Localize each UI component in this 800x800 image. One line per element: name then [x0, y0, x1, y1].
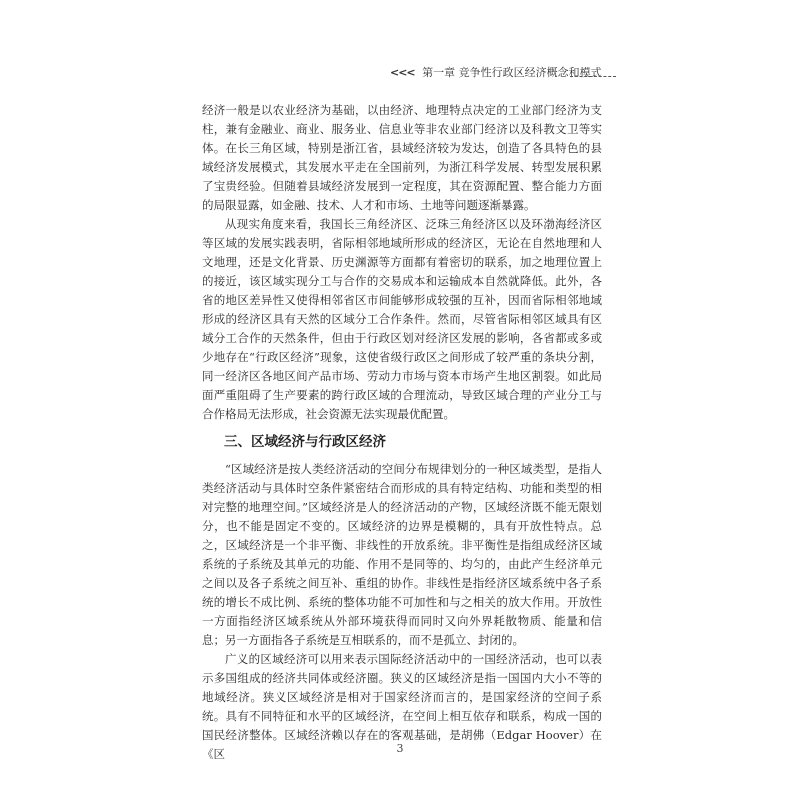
- section-heading: 三、区域经济与行政区经济: [224, 434, 386, 450]
- paragraph: 广义的区域经济可以用来表示国际经济活动中的一国经济活动，也可以表示多国组成的经济共同体或经济圈。狭义的区域经济是指一国国内大小不等的地域经济。狭义区域经济是相对于国家经济而言的，是国家经济的空间子系统。具有不同特征和水平的区域经济，在空间上相互依存和联系，构成一国的国民经济整体。区域经济赖以存在的客观基础，是胡佛（Edgar Hoover）在《区: [202, 652, 602, 761]
- header-arrows-icon: <<<: [390, 66, 415, 79]
- page-body: [202, 101, 602, 764]
- header-chapter-title: 竞争性行政区经济概念和模式: [458, 66, 602, 79]
- paragraph-continued: 经济一般是以农业经济为基础，以由经济、地理特点决定的工业部门经济为支柱，兼有金融业、商业、服务业、信息业等非农业部门经济以及科教文卫等实体。在长三角区域，特别是浙江省，县域经济较为发达，创造了各具特色的县域经济发展模式，其发展水平走在全国前列，为浙江科学发展、转型发展积累了宝贵经验。但随着县域经济发展到一定程度，其在资源配置、整合能力方面的局限显露，如金融、技术、人才和市场、土地等问题逐渐暴露。: [202, 103, 602, 212]
- page-number: 3: [396, 742, 404, 755]
- header-dashed-rule: [570, 76, 616, 77]
- paragraph: 从现实角度来看，我国长三角经济区、泛珠三角经济区以及环渤海经济区等区域的发展实践表明，省际相邻地域所形成的经济区，无论在自然地理和人文地理，还是文化背景、历史渊源等方面都有着密切的联系，加之地理位置上的接近，该区域实现分工与合作的交易成本和运输成本自然就降低。此外，各省的地区差异性又使得相邻省区市间能够形成较强的互补，因而省际相邻地域形成的经济区具有天然的区域分工合作条件。然而，尽管省际相邻区域具有区域分工合作的天然条件，但由于行政区划对经济区发展的影响，各省都或多或少地存在“行政区经济”现象，这使省级行政区之间形成了较严重的条块分割，同一经济区各地区间产品市场、劳动力市场与资本市场产生地区割裂。如此局面严重阻碍了生产要素的跨行政区域的合理流动，导致区域合理的产业分工与合作格局无法形成，社会资源无法实现最优配置。: [202, 217, 602, 421]
- running-header: [390, 64, 616, 82]
- header-chapter: 第一章: [422, 66, 456, 79]
- paragraph: “区域经济是按人类经济活动的空间分布规律划分的一种区域类型，是指人类经济活动与具体时空条件紧密结合而形成的具有特定结构、功能和类型的相对完整的地理空间。”区域经济是人的经济活动的产物，区域经济既不能无限划分，也不能是固定不变的。区域经济的边界是模糊的，具有开放性特点。总之，区域经济是一个非平衡、非线性的开放系统。非平衡性是指组成经济区域系统的子系统及其单元的功能、作用不是同等的、均匀的，由此产生经济单元之间以及各子系统之间互补、重组的协作。非线性是指经济区域系统中各子系统的增长不成比例、系统的整体功能不可加性和与之相关的放大作用。开放性一方面指经济区域系统从外部环境获得而同时又向外界耗散物质、能量和信息；另一方面指各子系统是互相联系的，而不是孤立、封闭的。: [202, 462, 602, 647]
